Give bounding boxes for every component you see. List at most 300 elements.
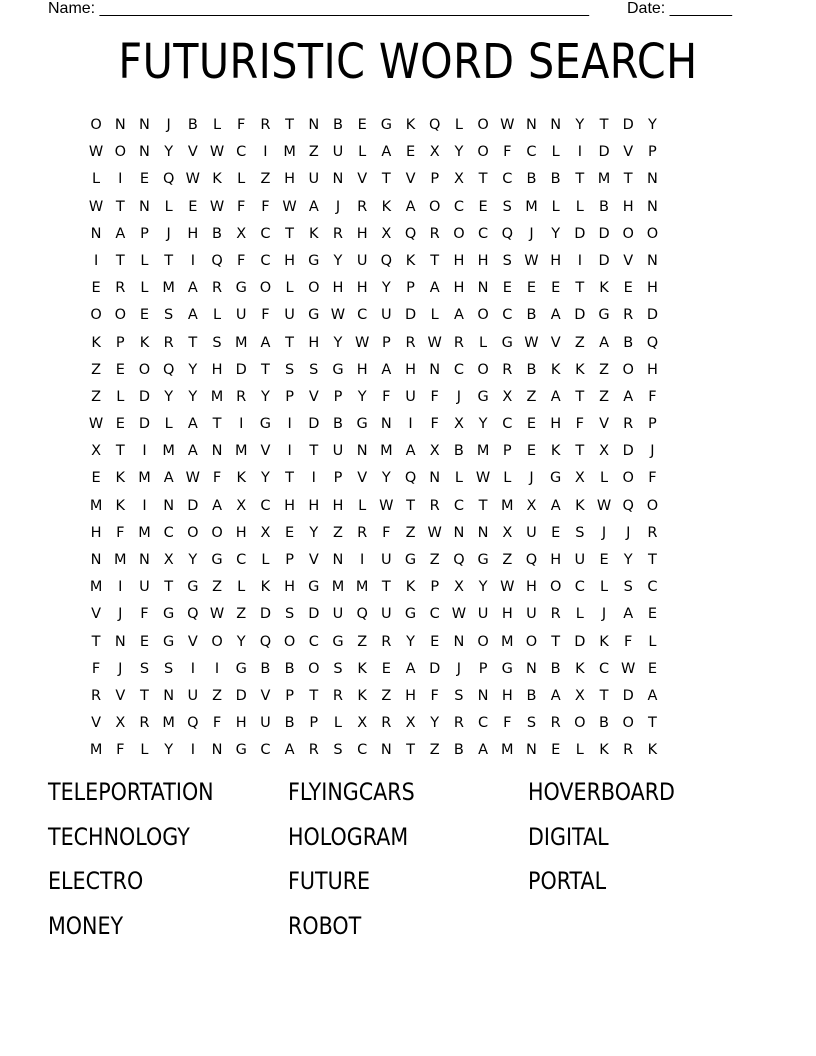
grid-letter[interactable]: L — [575, 742, 584, 759]
grid-letter[interactable]: T — [381, 171, 391, 188]
grid-letter[interactable]: J — [166, 117, 171, 133]
grid-letter[interactable]: Z — [91, 388, 102, 405]
grid-letter[interactable]: A — [115, 225, 126, 242]
grid-letter[interactable]: H — [501, 687, 513, 704]
grid-letter[interactable]: R — [332, 687, 343, 704]
grid-letter[interactable]: Q — [162, 361, 175, 378]
grid-letter[interactable]: V — [260, 443, 271, 460]
grid-letter[interactable]: S — [309, 361, 319, 378]
grid-letter[interactable]: W — [330, 307, 346, 324]
grid-letter[interactable]: Q — [404, 470, 417, 487]
grid-letter[interactable]: C — [236, 144, 247, 161]
grid-letter[interactable]: I — [190, 252, 195, 269]
grid-letter[interactable]: R — [357, 524, 368, 541]
grid-letter[interactable]: T — [164, 252, 174, 269]
grid-letter[interactable]: M — [525, 198, 538, 215]
grid-letter[interactable]: H — [332, 497, 344, 514]
grid-letter[interactable]: V — [187, 144, 198, 161]
grid-letter[interactable]: T — [575, 443, 585, 460]
grid-letter[interactable]: Q — [622, 497, 634, 514]
grid-letter[interactable]: X — [574, 470, 585, 487]
grid-letter[interactable]: N — [139, 198, 150, 215]
grid-letter[interactable]: A — [550, 687, 561, 704]
grid-letter[interactable]: H — [550, 552, 562, 568]
grid-letter[interactable]: E — [647, 660, 657, 677]
grid-letter[interactable]: T — [164, 579, 174, 596]
grid-letter[interactable]: Y — [381, 280, 391, 297]
grid-letter[interactable]: T — [430, 252, 440, 269]
grid-letter[interactable]: K — [260, 579, 271, 596]
grid-letter[interactable]: A — [212, 497, 222, 514]
grid-letter[interactable]: L — [599, 579, 609, 596]
grid-letter[interactable]: N — [139, 144, 150, 161]
grid-letter[interactable]: Q — [187, 715, 199, 732]
grid-letter[interactable]: H — [308, 334, 320, 351]
grid-letter[interactable]: R — [236, 388, 247, 405]
grid-letter[interactable]: G — [332, 361, 344, 378]
grid-letter[interactable]: F — [237, 198, 246, 215]
grid-letter[interactable]: F — [575, 416, 585, 433]
grid-letter[interactable]: I — [214, 660, 220, 677]
grid-letter[interactable]: K — [236, 470, 246, 487]
grid-letter[interactable]: E — [502, 280, 512, 297]
grid-letter[interactable]: P — [285, 388, 294, 405]
grid-letter[interactable]: Y — [164, 388, 174, 405]
grid-letter[interactable]: R — [260, 117, 271, 133]
grid-letter[interactable]: F — [237, 117, 246, 133]
grid-letter[interactable]: T — [599, 687, 609, 704]
grid-letter[interactable]: B — [187, 117, 198, 133]
grid-letter[interactable]: O — [646, 497, 659, 514]
grid-letter[interactable]: B — [453, 742, 464, 759]
grid-letter[interactable]: G — [259, 416, 272, 433]
grid-letter[interactable]: L — [140, 252, 149, 269]
grid-letter[interactable]: U — [477, 606, 489, 623]
grid-letter[interactable]: I — [263, 144, 268, 161]
grid-letter[interactable]: Z — [502, 552, 513, 568]
grid-letter[interactable]: P — [381, 334, 391, 351]
grid-letter[interactable]: W — [379, 497, 394, 514]
grid-letter[interactable]: V — [260, 687, 271, 704]
grid-letter[interactable]: O — [477, 307, 489, 324]
grid-letter[interactable]: G — [211, 552, 223, 568]
grid-letter[interactable]: X — [429, 144, 440, 161]
grid-letter[interactable]: L — [92, 171, 101, 188]
grid-letter[interactable]: T — [309, 687, 319, 704]
grid-letter[interactable]: G — [163, 633, 175, 650]
grid-letter[interactable]: U — [356, 252, 368, 269]
grid-letter[interactable]: A — [163, 470, 174, 487]
name-field[interactable]: Name: _______________________________________________________ — [48, 0, 589, 17]
grid-letter[interactable]: V — [308, 388, 319, 405]
grid-letter[interactable]: K — [115, 497, 126, 514]
grid-letter[interactable]: T — [260, 361, 270, 378]
grid-letter[interactable]: E — [285, 524, 295, 541]
grid-letter[interactable]: H — [308, 497, 320, 514]
grid-letter[interactable]: M — [501, 633, 514, 650]
grid-letter[interactable]: Y — [381, 470, 391, 487]
grid-letter[interactable]: N — [211, 742, 223, 759]
grid-letter[interactable]: B — [332, 117, 343, 133]
grid-letter[interactable]: O — [259, 280, 272, 297]
grid-letter[interactable]: Z — [333, 524, 343, 541]
grid-letter[interactable]: V — [623, 252, 634, 269]
grid-letter[interactable]: Y — [647, 117, 657, 133]
grid-letter[interactable]: I — [118, 171, 123, 188]
grid-letter[interactable]: X — [405, 715, 416, 732]
grid-letter[interactable]: W — [596, 497, 612, 514]
grid-letter[interactable]: N — [526, 742, 537, 759]
grid-letter[interactable]: D — [574, 307, 586, 324]
grid-letter[interactable]: I — [577, 144, 582, 161]
grid-letter[interactable]: Z — [357, 633, 368, 650]
grid-letter[interactable]: W — [475, 470, 491, 487]
grid-letter[interactable]: T — [115, 252, 125, 269]
grid-letter[interactable]: N — [163, 497, 175, 514]
grid-letter[interactable]: N — [90, 552, 102, 568]
grid-letter[interactable]: I — [93, 252, 99, 269]
grid-letter[interactable]: Y — [575, 117, 585, 133]
grid-letter[interactable]: B — [623, 334, 634, 351]
grid-letter[interactable]: D — [138, 388, 151, 405]
grid-letter[interactable]: H — [550, 416, 562, 433]
grid-letter[interactable]: C — [260, 742, 271, 759]
grid-letter[interactable]: K — [599, 742, 609, 759]
grid-letter[interactable]: Z — [429, 552, 440, 568]
grid-letter[interactable]: V — [623, 144, 634, 161]
grid-letter[interactable]: R — [332, 225, 343, 242]
grid-letter[interactable]: E — [430, 633, 440, 650]
grid-letter[interactable]: E — [551, 524, 561, 541]
grid-letter[interactable]: Q — [380, 252, 393, 269]
grid-letter[interactable]: O — [308, 280, 320, 297]
grid-letter[interactable]: T — [647, 552, 657, 568]
grid-letter[interactable]: J — [650, 443, 655, 460]
grid-letter[interactable]: J — [166, 225, 171, 242]
grid-letter[interactable]: U — [574, 552, 586, 568]
grid-letter[interactable]: S — [284, 361, 295, 378]
grid-letter[interactable]: R — [550, 715, 561, 732]
grid-letter[interactable]: G — [477, 388, 489, 405]
grid-letter[interactable]: F — [140, 606, 149, 623]
grid-letter[interactable]: C — [598, 660, 610, 677]
grid-letter[interactable]: O — [211, 633, 223, 650]
grid-letter[interactable]: B — [453, 443, 464, 460]
grid-letter[interactable]: L — [140, 742, 149, 759]
grid-letter[interactable]: E — [381, 660, 391, 677]
grid-letter[interactable]: G — [501, 334, 513, 351]
grid-letter[interactable]: N — [114, 117, 126, 133]
grid-letter[interactable]: P — [140, 225, 149, 242]
grid-letter[interactable]: D — [598, 144, 610, 161]
grid-letter[interactable]: X — [502, 524, 513, 541]
grid-letter[interactable]: O — [90, 307, 102, 324]
grid-letter[interactable]: E — [478, 198, 488, 215]
grid-letter[interactable]: N — [308, 117, 320, 133]
grid-letter[interactable]: H — [284, 171, 296, 188]
grid-letter[interactable]: W — [354, 334, 370, 351]
grid-letter[interactable]: J — [601, 524, 607, 541]
grid-letter[interactable]: G — [187, 579, 199, 596]
grid-letter[interactable]: S — [164, 307, 174, 324]
grid-letter[interactable]: A — [405, 198, 416, 215]
grid-letter[interactable]: G — [308, 252, 320, 269]
grid-letter[interactable]: U — [332, 606, 344, 623]
grid-letter[interactable]: A — [623, 388, 634, 405]
grid-letter[interactable]: E — [115, 361, 125, 378]
grid-letter[interactable]: K — [575, 497, 585, 514]
grid-letter[interactable]: W — [185, 171, 201, 188]
grid-letter[interactable]: R — [429, 497, 440, 514]
grid-letter[interactable]: M — [162, 280, 175, 297]
grid-letter[interactable]: X — [91, 443, 102, 460]
grid-letter[interactable]: X — [526, 497, 537, 514]
grid-letter[interactable]: R — [405, 334, 416, 351]
grid-letter[interactable]: Y — [551, 225, 561, 242]
grid-letter[interactable]: Y — [406, 633, 415, 650]
grid-letter[interactable]: Y — [188, 361, 198, 378]
grid-letter[interactable]: R — [211, 280, 223, 297]
grid-letter[interactable]: Q — [259, 633, 272, 650]
grid-letter[interactable]: Z — [574, 334, 585, 351]
grid-letter[interactable]: A — [187, 416, 198, 433]
grid-letter[interactable]: F — [430, 687, 439, 704]
grid-letter[interactable]: G — [477, 552, 489, 568]
grid-letter[interactable]: H — [356, 280, 368, 297]
grid-letter[interactable]: R — [163, 334, 174, 351]
grid-letter[interactable]: Z — [212, 687, 222, 704]
grid-letter[interactable]: U — [381, 606, 392, 623]
grid-letter[interactable]: K — [599, 280, 609, 297]
grid-letter[interactable]: N — [477, 687, 489, 704]
grid-letter[interactable]: K — [647, 742, 658, 759]
grid-letter[interactable]: L — [237, 579, 246, 596]
grid-letter[interactable]: Y — [164, 742, 174, 759]
grid-letter[interactable]: R — [647, 524, 658, 541]
grid-letter[interactable]: L — [575, 198, 584, 215]
grid-letter[interactable]: H — [501, 606, 513, 623]
grid-letter[interactable]: S — [284, 606, 295, 623]
grid-letter[interactable]: L — [358, 497, 367, 514]
grid-letter[interactable]: T — [140, 687, 149, 704]
grid-letter[interactable]: G — [501, 660, 513, 677]
grid-letter[interactable]: H — [477, 252, 489, 269]
grid-letter[interactable]: U — [260, 715, 271, 732]
grid-letter[interactable]: K — [309, 225, 319, 242]
grid-letter[interactable]: D — [574, 633, 586, 650]
grid-letter[interactable]: N — [646, 171, 658, 188]
grid-letter[interactable]: H — [622, 198, 634, 215]
grid-letter[interactable]: R — [623, 307, 634, 324]
grid-letter[interactable]: T — [285, 334, 295, 351]
grid-letter[interactable]: J — [529, 225, 534, 242]
grid-letter[interactable]: D — [622, 443, 634, 460]
grid-letter[interactable]: E — [139, 307, 150, 324]
grid-letter[interactable]: N — [90, 225, 102, 242]
grid-letter[interactable]: X — [453, 579, 464, 596]
grid-letter[interactable]: H — [550, 252, 562, 269]
grid-letter[interactable]: F — [430, 416, 439, 433]
grid-letter[interactable]: S — [502, 198, 512, 215]
grid-letter[interactable]: H — [453, 252, 465, 269]
grid-letter[interactable]: T — [551, 633, 561, 650]
grid-letter[interactable]: D — [622, 687, 634, 704]
grid-letter[interactable]: M — [501, 497, 514, 514]
grid-letter[interactable]: O — [477, 361, 489, 378]
grid-letter[interactable]: Q — [429, 117, 441, 133]
grid-letter[interactable]: H — [284, 252, 296, 269]
grid-letter[interactable]: L — [212, 307, 222, 324]
grid-letter[interactable]: X — [599, 443, 609, 460]
grid-letter[interactable]: C — [163, 524, 174, 541]
grid-letter[interactable]: T — [575, 388, 585, 405]
grid-letter[interactable]: A — [187, 280, 198, 297]
grid-letter[interactable]: P — [430, 171, 440, 188]
grid-letter[interactable]: Y — [260, 470, 270, 487]
grid-letter[interactable]: Z — [236, 606, 247, 623]
grid-letter[interactable]: Q — [187, 606, 199, 623]
grid-letter[interactable]: O — [622, 361, 634, 378]
grid-letter[interactable]: W — [88, 416, 104, 433]
grid-letter[interactable]: V — [91, 715, 102, 732]
grid-letter[interactable]: A — [405, 660, 416, 677]
grid-letter[interactable]: R — [623, 742, 634, 759]
grid-letter[interactable]: A — [453, 307, 464, 324]
grid-letter[interactable]: C — [357, 742, 368, 759]
grid-letter[interactable]: L — [237, 171, 246, 188]
grid-letter[interactable]: Y — [333, 252, 343, 269]
grid-letter[interactable]: G — [163, 606, 175, 623]
grid-letter[interactable]: U — [526, 524, 537, 541]
grid-letter[interactable]: A — [381, 361, 392, 378]
grid-letter[interactable]: W — [185, 470, 201, 487]
grid-letter[interactable]: A — [647, 687, 658, 704]
grid-letter[interactable]: R — [453, 334, 464, 351]
grid-letter[interactable]: R — [502, 361, 513, 378]
grid-letter[interactable]: F — [503, 144, 512, 161]
grid-letter[interactable]: K — [550, 361, 561, 378]
grid-letter[interactable]: D — [235, 687, 247, 704]
grid-letter[interactable]: A — [478, 742, 489, 759]
grid-letter[interactable]: T — [285, 225, 295, 242]
grid-letter[interactable]: N — [380, 742, 392, 759]
grid-letter[interactable]: H — [405, 687, 416, 704]
grid-letter[interactable]: R — [381, 633, 392, 650]
grid-letter[interactable]: P — [648, 144, 657, 161]
grid-letter[interactable]: C — [260, 225, 271, 242]
grid-letter[interactable]: O — [114, 144, 126, 161]
grid-letter[interactable]: W — [209, 198, 225, 215]
grid-letter[interactable]: M — [501, 742, 514, 759]
grid-letter[interactable]: S — [212, 334, 222, 351]
grid-letter[interactable]: U — [284, 307, 295, 324]
grid-letter[interactable]: N — [477, 280, 489, 297]
grid-letter[interactable]: G — [235, 280, 247, 297]
grid-letter[interactable]: I — [360, 552, 365, 568]
grid-letter[interactable]: Y — [478, 579, 488, 596]
grid-letter[interactable]: W — [88, 198, 104, 215]
grid-letter[interactable]: A — [284, 742, 295, 759]
grid-letter[interactable]: I — [118, 579, 123, 596]
grid-letter[interactable]: H — [332, 280, 344, 297]
grid-letter[interactable]: Q — [356, 606, 368, 623]
grid-letter[interactable]: C — [502, 307, 513, 324]
grid-letter[interactable]: B — [599, 198, 609, 215]
grid-letter[interactable]: Z — [260, 171, 271, 188]
grid-letter[interactable]: M — [234, 443, 248, 460]
grid-letter[interactable]: U — [332, 443, 344, 460]
grid-letter[interactable]: F — [116, 742, 125, 759]
grid-letter[interactable]: X — [236, 225, 247, 242]
grid-letter[interactable]: W — [209, 144, 225, 161]
grid-letter[interactable]: K — [575, 361, 585, 378]
grid-letter[interactable]: W — [621, 660, 636, 677]
grid-letter[interactable]: C — [308, 633, 319, 650]
grid-letter[interactable]: N — [429, 470, 441, 487]
grid-letter[interactable]: S — [502, 252, 512, 269]
grid-letter[interactable]: I — [190, 660, 195, 677]
grid-letter[interactable]: K — [91, 334, 101, 351]
grid-letter[interactable]: C — [502, 171, 513, 188]
grid-letter[interactable]: C — [429, 606, 440, 623]
grid-letter[interactable]: M — [162, 715, 175, 732]
grid-letter[interactable]: E — [188, 198, 198, 215]
grid-letter[interactable]: O — [574, 715, 586, 732]
grid-letter[interactable]: E — [526, 443, 537, 460]
grid-letter[interactable]: Y — [164, 144, 174, 161]
grid-letter[interactable]: M — [138, 470, 151, 487]
grid-letter[interactable]: P — [333, 388, 343, 405]
grid-letter[interactable]: R — [91, 687, 102, 704]
grid-letter[interactable]: O — [90, 117, 102, 133]
grid-letter[interactable]: C — [260, 497, 271, 514]
grid-letter[interactable]: Q — [453, 552, 465, 568]
grid-letter[interactable]: Y — [188, 388, 198, 405]
grid-letter[interactable]: M — [234, 334, 248, 351]
grid-letter[interactable]: F — [91, 660, 101, 677]
grid-letter[interactable]: E — [115, 416, 125, 433]
grid-letter[interactable]: D — [235, 361, 247, 378]
grid-letter[interactable]: A — [260, 334, 271, 351]
grid-letter[interactable]: O — [477, 144, 489, 161]
grid-letter[interactable]: K — [357, 687, 367, 704]
grid-letter[interactable]: K — [212, 171, 222, 188]
grid-letter[interactable]: M — [476, 443, 490, 460]
grid-letter[interactable]: Y — [623, 552, 633, 568]
grid-letter[interactable]: E — [139, 171, 150, 188]
grid-letter[interactable]: H — [235, 524, 247, 541]
grid-letter[interactable]: D — [138, 416, 151, 433]
grid-letter[interactable]: J — [456, 660, 462, 677]
grid-letter[interactable]: G — [356, 416, 368, 433]
grid-letter[interactable]: C — [526, 144, 537, 161]
grid-letter[interactable]: P — [309, 715, 319, 732]
grid-letter[interactable]: Z — [381, 687, 392, 704]
grid-letter[interactable]: U — [308, 171, 320, 188]
grid-letter[interactable]: R — [115, 280, 126, 297]
grid-letter[interactable]: E — [91, 470, 101, 487]
grid-letter[interactable]: K — [599, 633, 609, 650]
grid-letter[interactable]: G — [235, 660, 247, 677]
grid-letter[interactable]: F — [430, 388, 439, 405]
grid-letter[interactable]: N — [646, 198, 658, 215]
grid-letter[interactable]: J — [335, 198, 341, 215]
grid-letter[interactable]: P — [430, 579, 440, 596]
grid-letter[interactable]: W — [500, 579, 515, 596]
grid-letter[interactable]: B — [526, 307, 537, 324]
grid-letter[interactable]: T — [575, 280, 585, 297]
grid-letter[interactable]: L — [358, 144, 367, 161]
